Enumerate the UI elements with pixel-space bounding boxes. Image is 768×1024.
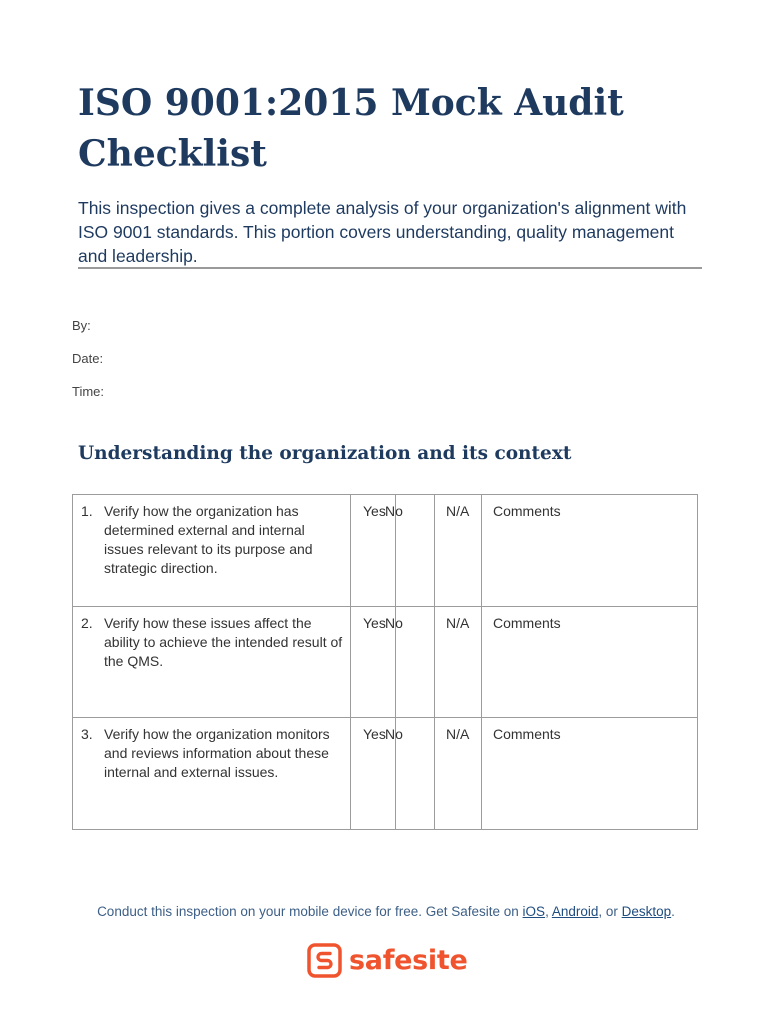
no-option[interactable] [385, 606, 435, 718]
no-option[interactable] [385, 495, 435, 607]
question-number: 1. [81, 503, 93, 519]
comments-label: Comments [493, 614, 561, 631]
date-label: Date: [72, 351, 104, 366]
footer-separator: , [545, 904, 552, 919]
question-cell [73, 718, 351, 830]
na-label: N/A [446, 503, 470, 519]
document-title [78, 78, 678, 180]
no-label: No [385, 503, 403, 519]
safesite-logo-icon [307, 943, 342, 978]
by-label: By: [72, 318, 91, 333]
question-text: Verify how the organization monitors and reviews information about these internal and external issues. [104, 726, 330, 780]
comments-label: Comments [493, 726, 561, 742]
question-cell [73, 606, 351, 718]
no-label: No [385, 614, 403, 631]
footer-promo [0, 904, 768, 919]
question-number: 2. [81, 614, 93, 631]
na-option[interactable] [435, 495, 482, 607]
question-number: 3. [81, 726, 93, 742]
table-row [73, 606, 698, 718]
comments-cell[interactable] [482, 606, 698, 718]
safesite-wordmark: safesite [349, 944, 468, 976]
footer-text: Conduct this inspection on your mobile device for free. Get Safesite on [97, 904, 523, 919]
footer-separator: , or [598, 904, 622, 919]
question-text: Verify how these issues affect the ability to achieve the intended result of the QMS. [104, 614, 343, 669]
table-row [73, 718, 698, 830]
intro-paragraph: This inspection gives a complete analysis of your organization's alignment with ISO 9001 standards. This portion covers understanding, quality management and leadership. [78, 198, 687, 266]
safesite-logo[interactable] [307, 941, 468, 979]
time-label: Time: [72, 384, 105, 399]
intro-divider [78, 267, 702, 269]
question-cell [73, 495, 351, 607]
no-label: No [385, 726, 403, 742]
desktop-link[interactable]: Desktop [621, 904, 672, 919]
comments-label: Comments [493, 503, 561, 519]
yes-label: Yes [363, 614, 386, 631]
na-option[interactable] [435, 606, 482, 718]
table-row [73, 495, 698, 607]
comments-cell[interactable] [482, 495, 698, 607]
ios-link[interactable]: iOS [522, 904, 546, 919]
section-heading: Understanding the organization and its context [78, 443, 572, 464]
question-text: Verify how the organization has determined external and internal issues relevant to its purpose and strategic direction. [104, 503, 313, 576]
yes-label: Yes [363, 726, 386, 742]
no-option[interactable] [385, 718, 435, 830]
yes-label: Yes [363, 503, 386, 519]
checklist-table [72, 494, 698, 830]
na-label: N/A [446, 614, 470, 631]
na-label: N/A [446, 726, 470, 742]
android-link[interactable]: Android [551, 904, 599, 919]
document-title-line-2: Checklist [78, 133, 267, 175]
comments-cell[interactable] [482, 718, 698, 830]
document-title-line-1: ISO 9001:2015 Mock Audit [78, 82, 624, 124]
na-option[interactable] [435, 718, 482, 830]
footer-period: . [671, 904, 675, 919]
